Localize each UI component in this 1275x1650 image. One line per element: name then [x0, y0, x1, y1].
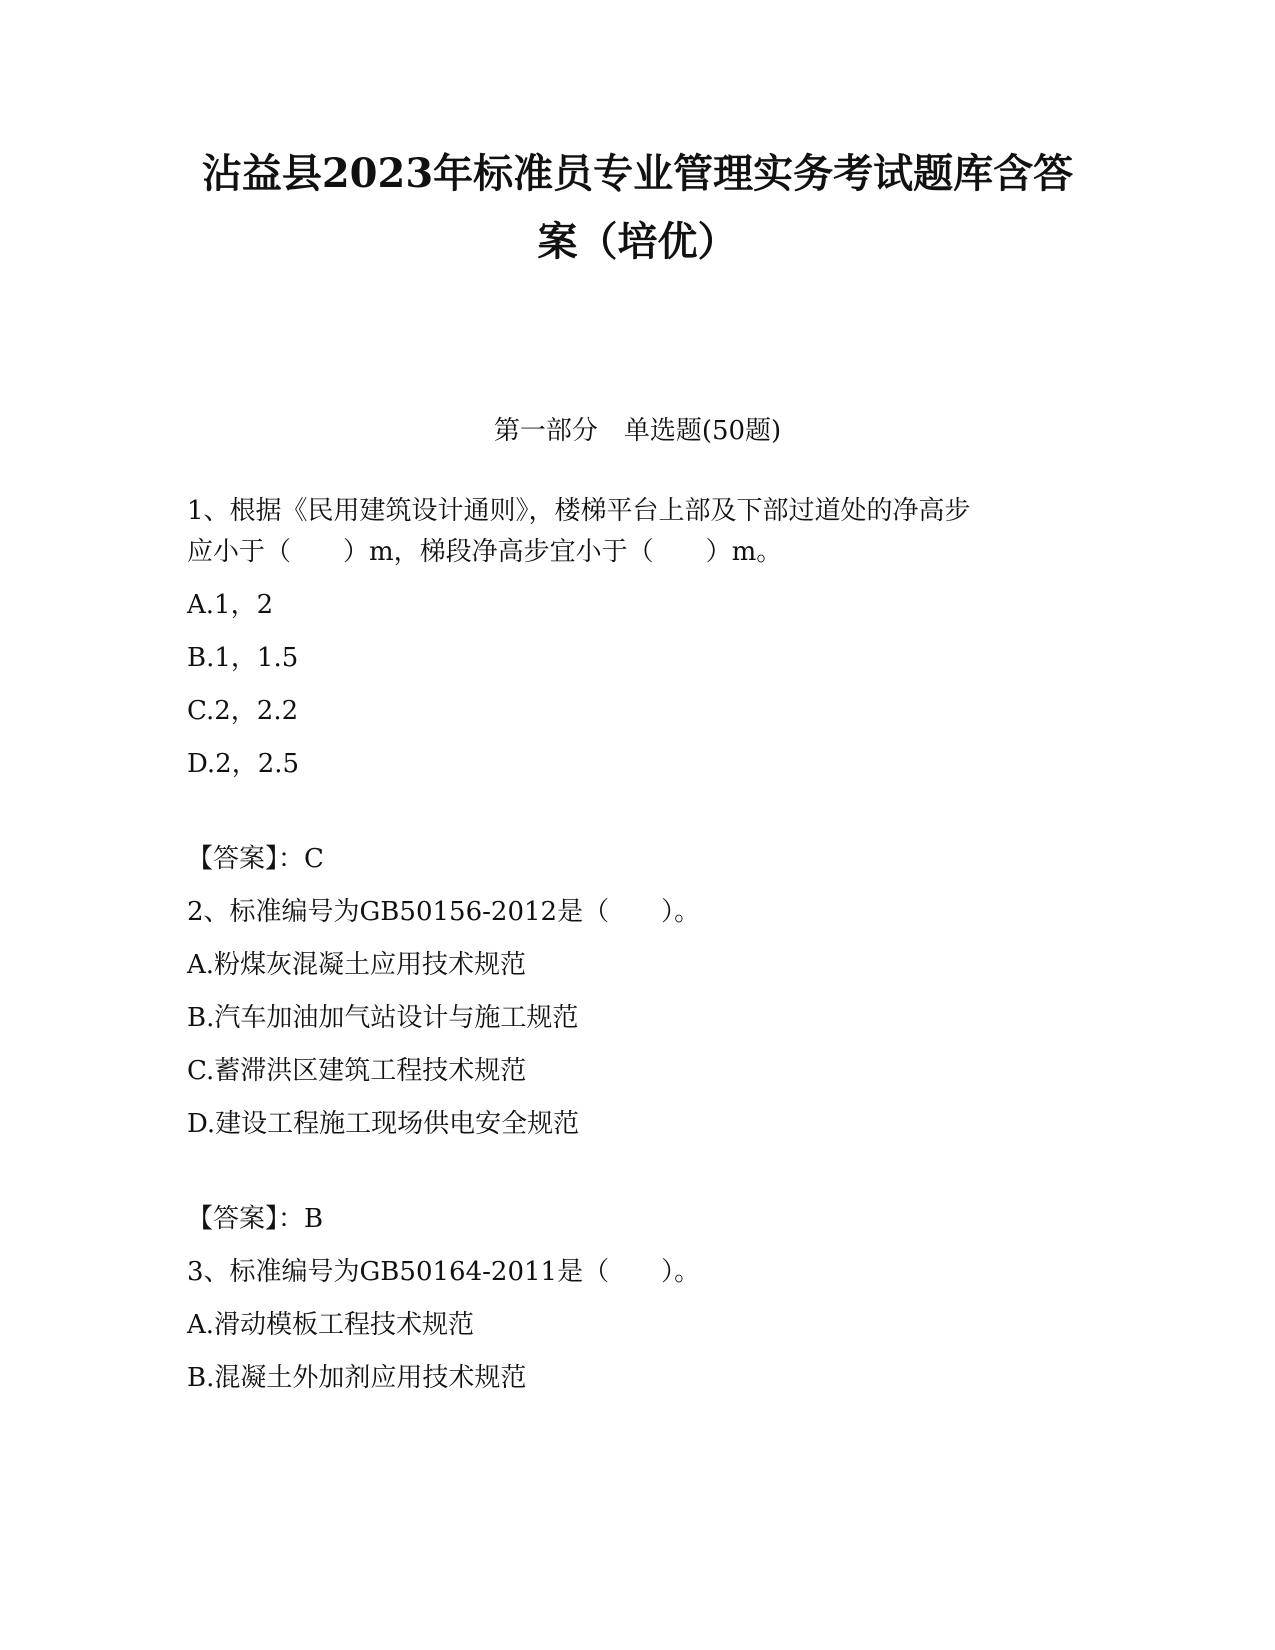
question-3-option-b: B.混凝土外加剂应用技术规范: [187, 1363, 527, 1393]
question-3-option-a: A.滑动模板工程技术规范: [187, 1310, 475, 1340]
question-2-answer: 【答案】：B: [187, 1204, 324, 1234]
section-heading: 第一部分 单选题(50题): [493, 416, 782, 446]
question-1-option-b: B.1，1.5: [187, 643, 299, 673]
question-1-option-c: C.2，2.2: [187, 696, 299, 726]
question-1-answer: 【答案】：C: [187, 844, 324, 874]
question-2-option-a: A.粉煤灰混凝土应用技术规范: [187, 950, 527, 980]
document-title-line-1: 沾益县2023年标准员专业管理实务考试题库含答: [201, 150, 1074, 197]
question-1-stem-line-1: 1、根据《民用建筑设计通则》，楼梯平台上部及下部过道处的净高步: [187, 496, 971, 526]
question-2-stem: 2、标准编号为GB50156-2012是（ ）。: [187, 897, 701, 927]
question-2-option-b: B.汽车加油加气站设计与施工规范: [187, 1003, 579, 1033]
question-2-option-c: C.蓄滞洪区建筑工程技术规范: [187, 1056, 527, 1086]
question-1-option-d: D.2，2.5: [187, 749, 300, 779]
question-2-option-d: D.建设工程施工现场供电安全规范: [187, 1109, 580, 1139]
question-1-option-a: A.1，2: [187, 590, 274, 620]
question-3-stem: 3、标准编号为GB50164-2011是（ ）。: [187, 1257, 701, 1287]
document-title-line-2: 案（培优）: [537, 218, 738, 265]
question-1-stem-line-2: 应小于（ ）m，梯段净高步宜小于（ ）m。: [187, 537, 783, 567]
